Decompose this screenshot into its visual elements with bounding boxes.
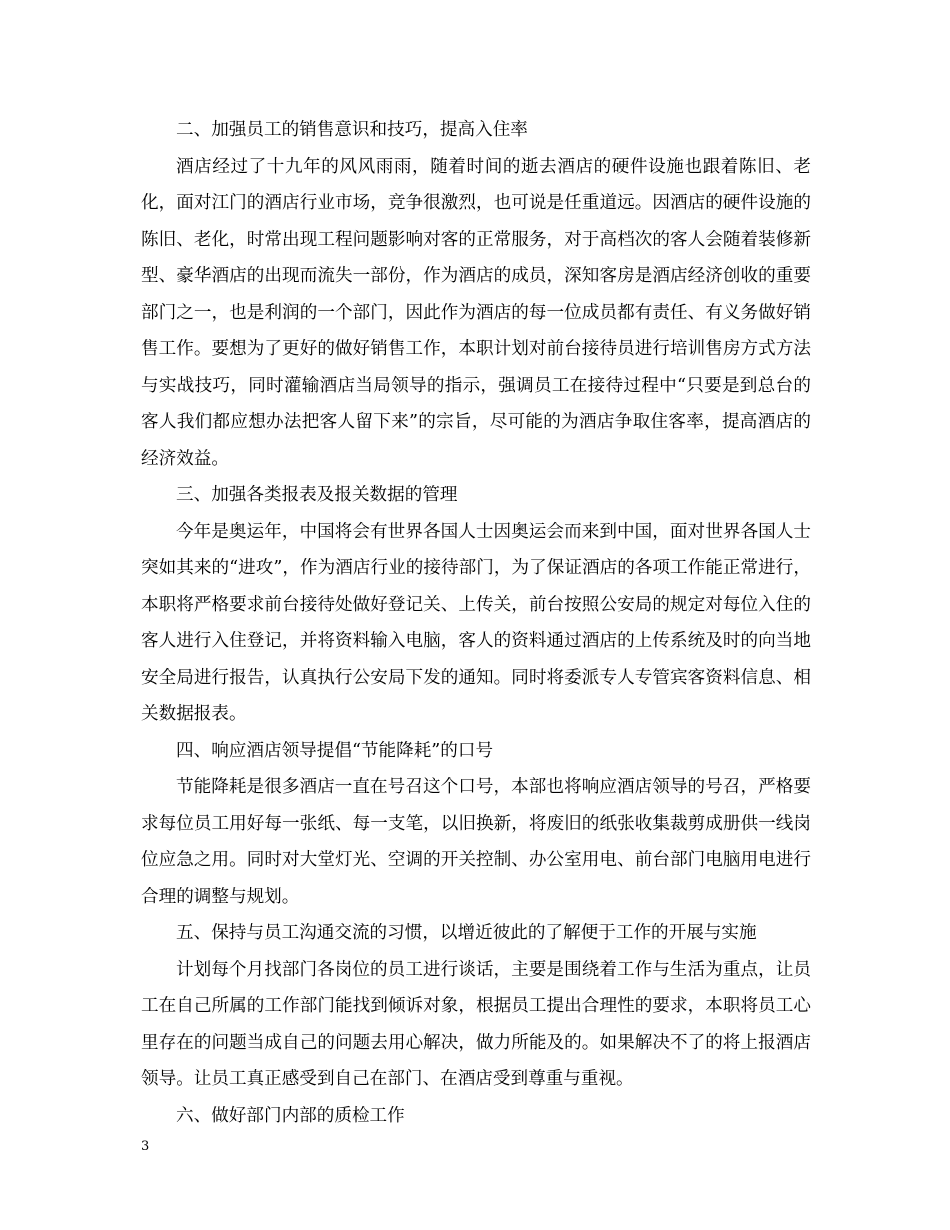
body-paragraph-sales: 酒店经过了十九年的风风雨雨，随着时间的逝去酒店的硬件设施也跟着陈旧、老化，面对江门的酒店行业市场，竞争很激烈，也可说是任重道远。因酒店的硬件设施的陈旧、老化，时常出现工程问题影响对客的正常服务，对于高档次的客人会随着装修新型、豪华酒店的出现而流失一部份，作为酒店的成员，深知客房是酒店经济创收的重要部门之一，也是利润的一个部门，因此作为酒店的每一位成员都有责任、有义务做好销售工作。要想为了更好的做好销售工作，本职计划对前台接待员进行培训售房方式方法与实战技巧，同时灌输酒店当局领导的指示，强调员工在接待过程中“只要是到总台的客人我们都应想办法把客人留下来”的宗旨，尽可能的为酒店争取住客率，提高酒店的经济效益。 [141, 156, 811, 469]
document-body [141, 112, 811, 1134]
body-paragraph-reports: 今年是奥运年，中国将会有世界各国人士因奥运会而来到中国，面对世界各国人士突如其来的“进攻”，作为酒店行业的接待部门，为了保证酒店的各项工作能正常进行，本职将严格要求前台接待处做好登记关、上传关，前台按照公安局的规定对每位入住的客人进行入住登记，并将资料输入电脑，客人的资料通过酒店的上传系统及时的向当地安全局进行报告，认真执行公安局下发的通知。同时将委派专人专管宾客资料信息、相关数据报表。 [141, 521, 811, 724]
body-paragraph-communication: 计划每个月找部门各岗位的员工进行谈话，主要是围绕着工作与生活为重点，让员工在自己所属的工作部门能找到倾诉对象，根据员工提出合理性的要求，本职将员工心里存在的问题当成自己的问题去用心解决，做力所能及的。如果解决不了的将上报酒店领导。让员工真正感受到自己在部门、在酒店受到尊重与重视。 [141, 959, 811, 1089]
page-number: 3 [141, 1139, 150, 1154]
body-paragraph-energy: 节能降耗是很多酒店一直在号召这个口号，本部也将响应酒店领导的号召，严格要求每位员工用好每一张纸、每一支笔，以旧换新，将废旧的纸张收集裁剪成册供一线岗位应急之用。同时对大堂灯光、空调的开关控制、办公室用电、前台部门电脑用电进行合理的调整与规划。 [141, 777, 811, 907]
section-heading-2: 二、加强员工的销售意识和技巧，提高入住率 [176, 120, 528, 140]
section-heading-5: 五、保持与员工沟通交流的习惯，以增近彼此的了解便于工作的开展与实施 [176, 923, 757, 943]
section-heading-4: 四、响应酒店领导提倡“节能降耗”的口号 [176, 740, 494, 761]
section-heading-3: 三、加强各类报表及报关数据的管理 [176, 485, 458, 505]
section-heading-6: 六、做好部门内部的质检工作 [176, 1105, 405, 1126]
